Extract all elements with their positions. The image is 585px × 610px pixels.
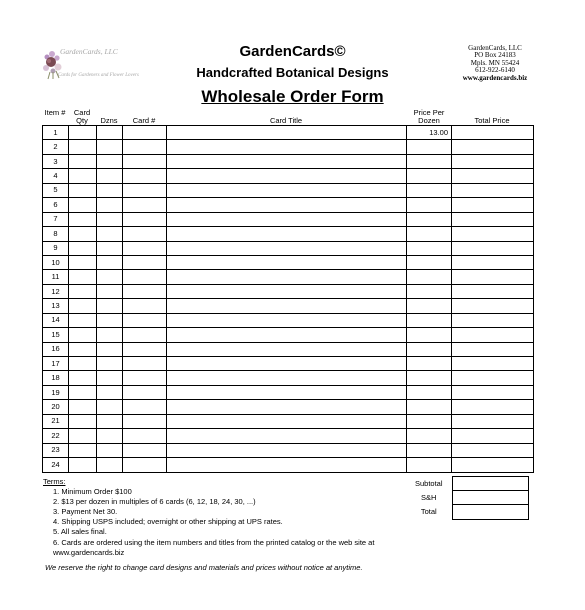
card-number-cell[interactable] <box>123 270 167 284</box>
price-per-dozen-cell[interactable] <box>407 140 452 154</box>
item-number-cell: 8 <box>43 227 69 241</box>
terms-item: 5. All sales final. <box>53 527 107 537</box>
column-header-total-price: Total Price <box>474 116 510 125</box>
card-number-cell[interactable] <box>123 400 167 414</box>
card-qty-cell[interactable] <box>69 342 97 356</box>
card-number-cell[interactable] <box>123 429 167 443</box>
card-qty-cell[interactable] <box>69 371 97 385</box>
item-number-cell: 23 <box>43 443 69 457</box>
card-title-cell[interactable] <box>167 154 407 168</box>
item-number-cell: 2 <box>43 140 69 154</box>
total-price-cell[interactable] <box>452 414 534 428</box>
item-number-cell: 15 <box>43 328 69 342</box>
card-qty-cell[interactable] <box>69 241 97 255</box>
company-name: GardenCards, LLC <box>468 44 522 52</box>
card-title-cell[interactable] <box>167 385 407 399</box>
price-per-dozen-cell[interactable] <box>407 313 452 327</box>
table-row <box>43 284 534 298</box>
dozens-cell[interactable] <box>97 328 123 342</box>
card-number-cell[interactable] <box>123 328 167 342</box>
card-title-cell[interactable] <box>167 342 407 356</box>
table-row <box>43 241 534 255</box>
dozens-cell[interactable] <box>97 212 123 226</box>
table-row <box>43 183 534 197</box>
dozens-cell[interactable] <box>97 400 123 414</box>
price-per-dozen-cell[interactable] <box>407 385 452 399</box>
totals-table <box>406 476 529 520</box>
card-title-cell[interactable] <box>167 414 407 428</box>
card-qty-cell[interactable] <box>69 357 97 371</box>
item-number-cell: 1 <box>43 126 69 140</box>
terms-item: 1. Minimum Order $100 <box>53 487 132 497</box>
price-per-dozen-cell[interactable] <box>407 429 452 443</box>
column-header-card-number: Card # <box>132 116 156 125</box>
dozens-cell[interactable] <box>97 313 123 327</box>
item-number-cell: 21 <box>43 414 69 428</box>
terms-list <box>43 487 374 558</box>
logo-company-name: GardenCards, LLC <box>60 47 118 56</box>
card-title-cell[interactable] <box>167 126 407 140</box>
card-title-cell[interactable] <box>167 183 407 197</box>
table-row <box>43 212 534 226</box>
item-number-cell: 17 <box>43 357 69 371</box>
card-qty-cell[interactable] <box>69 313 97 327</box>
table-row <box>43 169 534 183</box>
table-row <box>43 371 534 385</box>
price-per-dozen-cell[interactable] <box>407 400 452 414</box>
item-number-cell: 11 <box>43 270 69 284</box>
total-price-cell[interactable] <box>452 443 534 457</box>
column-header-dzns: Dzns <box>100 116 118 125</box>
card-title-cell[interactable] <box>167 212 407 226</box>
dozens-cell[interactable] <box>97 357 123 371</box>
dozens-cell[interactable] <box>97 385 123 399</box>
price-per-dozen-cell[interactable] <box>407 414 452 428</box>
card-title-cell[interactable] <box>167 400 407 414</box>
card-qty-cell[interactable] <box>69 414 97 428</box>
card-number-cell[interactable] <box>123 126 167 140</box>
table-row <box>43 443 534 457</box>
card-title-cell[interactable] <box>167 255 407 269</box>
card-qty-cell[interactable] <box>69 400 97 414</box>
card-number-cell[interactable] <box>123 169 167 183</box>
price-per-dozen-cell[interactable] <box>407 328 452 342</box>
card-number-cell[interactable] <box>123 154 167 168</box>
card-number-cell[interactable] <box>123 443 167 457</box>
card-qty-cell[interactable] <box>69 183 97 197</box>
item-number-cell: 24 <box>43 458 69 472</box>
dozens-cell[interactable] <box>97 299 123 313</box>
card-number-cell[interactable] <box>123 342 167 356</box>
dozens-cell[interactable] <box>97 126 123 140</box>
price-per-dozen-cell[interactable] <box>407 458 452 472</box>
price-per-dozen-cell[interactable] <box>407 299 452 313</box>
dozens-cell[interactable] <box>97 154 123 168</box>
total-price-cell[interactable] <box>452 212 534 226</box>
card-title-cell[interactable] <box>167 299 407 313</box>
card-number-cell[interactable] <box>123 458 167 472</box>
item-number-cell: 18 <box>43 371 69 385</box>
card-title-cell[interactable] <box>167 227 407 241</box>
card-number-cell[interactable] <box>123 183 167 197</box>
table-row <box>43 342 534 356</box>
total-price-cell[interactable] <box>452 198 534 212</box>
table-row <box>43 126 534 140</box>
total-price-cell[interactable] <box>452 385 534 399</box>
total-field[interactable] <box>452 505 528 519</box>
total-price-cell[interactable] <box>452 140 534 154</box>
table-row <box>43 198 534 212</box>
card-qty-cell[interactable] <box>69 385 97 399</box>
total-price-cell[interactable] <box>452 227 534 241</box>
table-row <box>43 458 534 472</box>
card-number-cell[interactable] <box>123 313 167 327</box>
card-number-cell[interactable] <box>123 198 167 212</box>
price-per-dozen-cell[interactable] <box>407 255 452 269</box>
card-title-cell[interactable] <box>167 429 407 443</box>
card-qty-cell[interactable] <box>69 458 97 472</box>
card-number-cell[interactable] <box>123 385 167 399</box>
price-per-dozen-cell[interactable] <box>407 212 452 226</box>
company-phone: 612-922-6140 <box>475 66 515 75</box>
card-qty-cell[interactable] <box>69 227 97 241</box>
dozens-cell[interactable] <box>97 140 123 154</box>
table-row <box>43 313 534 327</box>
card-qty-cell[interactable] <box>69 328 97 342</box>
table-row <box>43 328 534 342</box>
card-title-cell[interactable] <box>167 198 407 212</box>
dozens-cell[interactable] <box>97 458 123 472</box>
form-title: Wholesale Order Form <box>201 87 384 106</box>
price-per-dozen-cell[interactable] <box>407 154 452 168</box>
dozens-cell[interactable] <box>97 183 123 197</box>
total-price-cell[interactable] <box>452 458 534 472</box>
column-header-card-title: Card Title <box>269 116 303 125</box>
total-price-cell[interactable] <box>452 299 534 313</box>
table-row <box>43 154 534 168</box>
disclaimer: We reserve the right to change card designs and materials and prices without notice at anytime. <box>45 563 363 572</box>
card-title-cell[interactable] <box>167 328 407 342</box>
table-row <box>43 140 534 154</box>
item-number-cell: 22 <box>43 429 69 443</box>
table-row <box>43 385 534 399</box>
dozens-cell[interactable] <box>97 284 123 298</box>
table-row <box>43 414 534 428</box>
card-number-cell[interactable] <box>123 227 167 241</box>
subtotal-label: Subtotal <box>414 478 443 488</box>
brand-name: GardenCards© <box>239 43 346 60</box>
price-per-dozen-cell[interactable] <box>407 241 452 255</box>
card-qty-cell[interactable] <box>69 429 97 443</box>
column-header-price-per-dozen: Price Per Dozen <box>413 108 445 125</box>
card-number-cell[interactable] <box>123 140 167 154</box>
item-number-cell: 20 <box>43 400 69 414</box>
card-number-cell[interactable] <box>123 255 167 269</box>
total-label: Total <box>420 506 437 516</box>
table-row <box>43 429 534 443</box>
table-row <box>43 255 534 269</box>
card-qty-cell[interactable] <box>69 255 97 269</box>
item-number-cell: 16 <box>43 342 69 356</box>
table-row <box>43 400 534 414</box>
dozens-cell[interactable] <box>97 443 123 457</box>
total-price-cell[interactable] <box>452 400 534 414</box>
dozens-cell[interactable] <box>97 227 123 241</box>
card-number-cell[interactable] <box>123 414 167 428</box>
card-number-cell[interactable] <box>123 212 167 226</box>
card-title-cell[interactable] <box>167 140 407 154</box>
card-qty-cell[interactable] <box>69 154 97 168</box>
total-price-cell[interactable] <box>452 241 534 255</box>
card-number-cell[interactable] <box>123 299 167 313</box>
item-number-cell: 3 <box>43 154 69 168</box>
card-title-cell[interactable] <box>167 241 407 255</box>
dozens-cell[interactable] <box>97 414 123 428</box>
dozens-cell[interactable] <box>97 429 123 443</box>
total-price-cell[interactable] <box>452 429 534 443</box>
dozens-cell[interactable] <box>97 342 123 356</box>
price-per-dozen-cell[interactable] <box>407 270 452 284</box>
item-number-cell: 6 <box>43 198 69 212</box>
dozens-cell[interactable] <box>97 198 123 212</box>
subtotal-field[interactable] <box>452 477 528 491</box>
card-title-cell[interactable] <box>167 313 407 327</box>
card-number-cell[interactable] <box>123 371 167 385</box>
card-title-cell[interactable] <box>167 443 407 457</box>
card-qty-cell[interactable] <box>69 299 97 313</box>
shipping-handling-label: S&H <box>421 492 437 502</box>
item-number-cell: 4 <box>43 169 69 183</box>
dozens-cell[interactable] <box>97 169 123 183</box>
item-number-cell: 7 <box>43 212 69 226</box>
dozens-cell[interactable] <box>97 241 123 255</box>
total-price-cell[interactable] <box>452 371 534 385</box>
card-qty-cell[interactable] <box>69 140 97 154</box>
item-number-cell: 12 <box>43 284 69 298</box>
total-price-cell[interactable] <box>452 154 534 168</box>
dozens-cell[interactable] <box>97 371 123 385</box>
price-per-dozen-cell[interactable] <box>407 371 452 385</box>
column-header-item: Item # <box>44 108 66 117</box>
table-row <box>43 270 534 284</box>
card-qty-cell[interactable] <box>69 198 97 212</box>
total-price-cell[interactable] <box>452 183 534 197</box>
price-per-dozen-cell[interactable] <box>407 342 452 356</box>
column-header-card-qty: Card Qty <box>73 108 91 125</box>
price-per-dozen-cell[interactable]: 13.00 <box>407 126 452 140</box>
total-price-cell[interactable] <box>452 313 534 327</box>
price-per-dozen-cell[interactable] <box>407 357 452 371</box>
terms-item: 6. Cards are ordered using the item numbers and titles from the printed catalog or the web site at <box>53 537 375 547</box>
item-number-cell: 14 <box>43 313 69 327</box>
dozens-cell[interactable] <box>97 255 123 269</box>
card-title-cell[interactable] <box>167 357 407 371</box>
card-title-cell[interactable] <box>167 270 407 284</box>
item-number-cell: 19 <box>43 385 69 399</box>
table-row <box>43 357 534 371</box>
price-per-dozen-cell[interactable] <box>407 284 452 298</box>
card-number-cell[interactable] <box>123 357 167 371</box>
item-number-cell: 10 <box>43 255 69 269</box>
total-price-cell[interactable] <box>452 270 534 284</box>
card-qty-cell[interactable] <box>69 443 97 457</box>
total-price-cell[interactable] <box>452 284 534 298</box>
tagline: Handcrafted Botanical Designs <box>196 65 389 80</box>
total-price-cell[interactable] <box>452 169 534 183</box>
card-title-cell[interactable] <box>167 458 407 472</box>
card-title-cell[interactable] <box>167 284 407 298</box>
card-qty-cell[interactable] <box>69 270 97 284</box>
card-qty-cell[interactable] <box>69 169 97 183</box>
company-address-line2: Mpls. MN 55424 <box>470 58 520 67</box>
terms-item: www.gardencards.biz <box>53 547 125 557</box>
card-number-cell[interactable] <box>123 284 167 298</box>
price-per-dozen-cell[interactable] <box>407 443 452 457</box>
total-price-cell[interactable] <box>452 255 534 269</box>
table-row <box>43 299 534 313</box>
item-number-cell: 13 <box>43 299 69 313</box>
card-number-cell[interactable] <box>123 241 167 255</box>
item-number-cell: 5 <box>43 183 69 197</box>
company-address-line1: PO Box 24183 <box>474 51 516 60</box>
total-price-cell[interactable] <box>452 357 534 371</box>
terms-title: Terms: <box>43 477 66 486</box>
terms-item: 2. $13 per dozen in multiples of 6 cards (6, 12, 18, 24, 30, ...) <box>53 497 256 507</box>
price-per-dozen-cell[interactable] <box>407 169 452 183</box>
terms-item: 3. Payment Net 30. <box>53 507 118 517</box>
dozens-cell[interactable] <box>97 270 123 284</box>
total-price-cell[interactable] <box>452 126 534 140</box>
terms-section <box>43 477 374 558</box>
logo-tagline: Cards for Gardeners and Flower Lovers <box>58 73 139 78</box>
terms-item: 4. Shipping USPS included; overnight or other shipping at UPS rates. <box>53 517 283 527</box>
price-per-dozen-cell[interactable] <box>407 198 452 212</box>
card-qty-cell[interactable] <box>69 126 97 140</box>
company-website: www.gardencards.biz <box>462 73 528 82</box>
card-title-cell[interactable] <box>167 371 407 385</box>
card-qty-cell[interactable] <box>69 212 97 226</box>
card-qty-cell[interactable] <box>69 284 97 298</box>
item-number-cell: 9 <box>43 241 69 255</box>
total-price-cell[interactable] <box>452 328 534 342</box>
card-title-cell[interactable] <box>167 169 407 183</box>
table-row <box>43 227 534 241</box>
total-price-cell[interactable] <box>452 342 534 356</box>
price-per-dozen-cell[interactable] <box>407 227 452 241</box>
order-table <box>42 125 534 473</box>
price-per-dozen-cell[interactable] <box>407 183 452 197</box>
company-address <box>440 45 550 82</box>
shipping-handling-field[interactable] <box>452 491 528 505</box>
